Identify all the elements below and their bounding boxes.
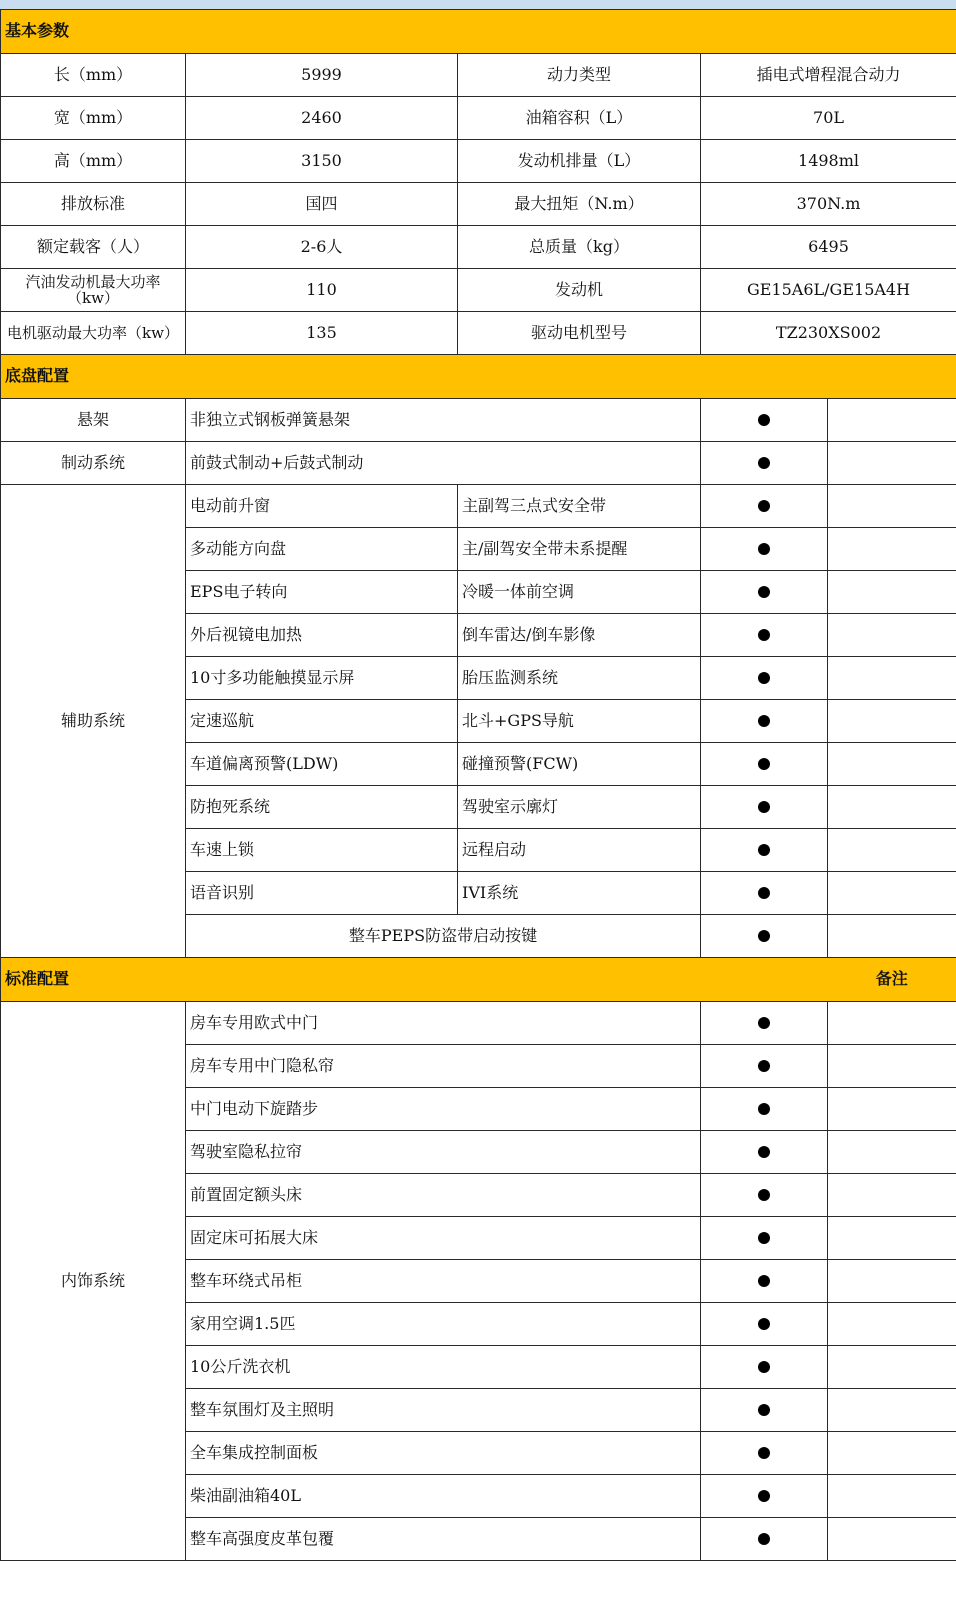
config-item: 北斗+GPS导航 — [458, 700, 701, 743]
param-label: 宽（mm） — [1, 97, 186, 140]
param-row — [1, 183, 956, 226]
config-row — [1, 399, 956, 442]
standard-mark — [701, 829, 828, 872]
remark-cell — [828, 1088, 956, 1131]
config-item: 整车高强度皮革包覆 — [186, 1518, 701, 1561]
param-value: 3150 — [186, 140, 458, 183]
standard-mark — [701, 1217, 828, 1260]
filled-dot-icon — [758, 629, 770, 641]
filled-dot-icon — [758, 1017, 770, 1029]
config-item: 10寸多功能触摸显示屏 — [186, 657, 458, 700]
config-item: 整车氛围灯及主照明 — [186, 1389, 701, 1432]
config-category: 制动系统 — [1, 442, 186, 485]
param-value: GE15A6L/GE15A4H — [701, 269, 956, 312]
section-title: 标准配置 — [1, 958, 828, 1002]
standard-mark — [701, 1174, 828, 1217]
standard-mark — [701, 1518, 828, 1561]
remark-cell — [828, 700, 956, 743]
filled-dot-icon — [758, 1533, 770, 1545]
remark-cell — [828, 528, 956, 571]
param-label: 发动机 — [458, 269, 701, 312]
filled-dot-icon — [758, 801, 770, 813]
config-item: 电动前升窗 — [186, 485, 458, 528]
filled-dot-icon — [758, 1404, 770, 1416]
standard-mark — [701, 1346, 828, 1389]
config-item: 柴油副油箱40L — [186, 1475, 701, 1518]
remark-cell — [828, 1346, 956, 1389]
filled-dot-icon — [758, 715, 770, 727]
config-category: 内饰系统 — [1, 1002, 186, 1561]
spec-table — [0, 9, 956, 1561]
standard-mark — [701, 1389, 828, 1432]
top-strip — [0, 0, 956, 9]
config-item: 前置固定额头床 — [186, 1174, 701, 1217]
remark-cell — [828, 1045, 956, 1088]
section-header-chassis — [1, 355, 956, 399]
config-item: 驾驶室隐私拉帘 — [186, 1131, 701, 1174]
param-value: TZ230XS002 — [701, 312, 956, 355]
param-value: 135 — [186, 312, 458, 355]
param-label: 驱动电机型号 — [458, 312, 701, 355]
param-row — [1, 140, 956, 183]
param-row — [1, 312, 956, 355]
config-item: 家用空调1.5匹 — [186, 1303, 701, 1346]
filled-dot-icon — [758, 1103, 770, 1115]
standard-mark — [701, 1260, 828, 1303]
config-item: 房车专用欧式中门 — [186, 1002, 701, 1045]
standard-mark — [701, 442, 828, 485]
filled-dot-icon — [758, 887, 770, 899]
remark-cell — [828, 571, 956, 614]
param-value: 70L — [701, 97, 956, 140]
filled-dot-icon — [758, 543, 770, 555]
standard-mark — [701, 1131, 828, 1174]
filled-dot-icon — [758, 1146, 770, 1158]
remark-cell — [828, 1475, 956, 1518]
standard-mark — [701, 872, 828, 915]
config-item: 远程启动 — [458, 829, 701, 872]
param-label: 最大扭矩（N.m） — [458, 183, 701, 226]
standard-mark — [701, 657, 828, 700]
standard-mark — [701, 1475, 828, 1518]
config-item: 车速上锁 — [186, 829, 458, 872]
param-label: 排放标准 — [1, 183, 186, 226]
standard-mark — [701, 571, 828, 614]
param-label: 发动机排量（L） — [458, 140, 701, 183]
remark-cell — [828, 915, 956, 958]
param-value: 110 — [186, 269, 458, 312]
config-category: 悬架 — [1, 399, 186, 442]
config-row — [1, 442, 956, 485]
standard-mark — [701, 1303, 828, 1346]
remark-cell — [828, 1002, 956, 1045]
remark-cell — [828, 1217, 956, 1260]
config-item: 定速巡航 — [186, 700, 458, 743]
config-item: IVI系统 — [458, 872, 701, 915]
config-row — [1, 485, 956, 528]
param-row — [1, 269, 956, 312]
filled-dot-icon — [758, 1318, 770, 1330]
config-item: 非独立式钢板弹簧悬架 — [186, 399, 701, 442]
remark-cell — [828, 1131, 956, 1174]
param-label: 总质量（kg） — [458, 226, 701, 269]
remark-cell — [828, 399, 956, 442]
config-item: 整车环绕式吊柜 — [186, 1260, 701, 1303]
param-label: 汽油发动机最大功率（kw） — [1, 269, 186, 312]
param-value: 5999 — [186, 54, 458, 97]
remark-cell — [828, 614, 956, 657]
config-item: EPS电子转向 — [186, 571, 458, 614]
remark-cell — [828, 829, 956, 872]
config-item: 前鼓式制动+后鼓式制动 — [186, 442, 701, 485]
remark-cell — [828, 743, 956, 786]
remark-cell — [828, 1174, 956, 1217]
filled-dot-icon — [758, 500, 770, 512]
param-value: 2-6人 — [186, 226, 458, 269]
config-item: 车道偏离预警(LDW) — [186, 743, 458, 786]
param-value: 2460 — [186, 97, 458, 140]
standard-mark — [701, 485, 828, 528]
standard-mark — [701, 528, 828, 571]
remark-cell — [828, 1389, 956, 1432]
standard-mark — [701, 1088, 828, 1131]
standard-mark — [701, 1432, 828, 1475]
remark-cell — [828, 1260, 956, 1303]
filled-dot-icon — [758, 672, 770, 684]
config-item: 整车PEPS防盗带启动按键 — [186, 915, 701, 958]
filled-dot-icon — [758, 1232, 770, 1244]
filled-dot-icon — [758, 1060, 770, 1072]
config-item: 主/副驾安全带未系提醒 — [458, 528, 701, 571]
config-item: 胎压监测系统 — [458, 657, 701, 700]
standard-mark — [701, 1002, 828, 1045]
config-item: 冷暖一体前空调 — [458, 571, 701, 614]
remark-cell — [828, 786, 956, 829]
config-item: 碰撞预警(FCW) — [458, 743, 701, 786]
config-row — [1, 1002, 956, 1045]
filled-dot-icon — [758, 1189, 770, 1201]
config-item: 驾驶室示廓灯 — [458, 786, 701, 829]
config-item: 语音识别 — [186, 872, 458, 915]
param-value: 1498ml — [701, 140, 956, 183]
filled-dot-icon — [758, 1275, 770, 1287]
filled-dot-icon — [758, 1447, 770, 1459]
remark-cell — [828, 1432, 956, 1475]
param-label: 额定载客（人） — [1, 226, 186, 269]
standard-mark — [701, 743, 828, 786]
standard-mark — [701, 700, 828, 743]
standard-mark — [701, 399, 828, 442]
remark-header: 备注 — [828, 958, 956, 1002]
standard-mark — [701, 786, 828, 829]
config-item: 房车专用中门隐私帘 — [186, 1045, 701, 1088]
param-label: 动力类型 — [458, 54, 701, 97]
spec-sheet — [0, 9, 956, 1561]
param-row — [1, 54, 956, 97]
param-row — [1, 226, 956, 269]
config-item: 固定床可拓展大床 — [186, 1217, 701, 1260]
config-category: 辅助系统 — [1, 485, 186, 958]
filled-dot-icon — [758, 930, 770, 942]
remark-cell — [828, 442, 956, 485]
remark-cell — [828, 872, 956, 915]
config-item: 多动能方向盘 — [186, 528, 458, 571]
filled-dot-icon — [758, 844, 770, 856]
param-value: 6495 — [701, 226, 956, 269]
filled-dot-icon — [758, 414, 770, 426]
section-title: 基本参数 — [1, 10, 956, 54]
param-value: 插电式增程混合动力 — [701, 54, 956, 97]
config-item: 倒车雷达/倒车影像 — [458, 614, 701, 657]
param-label: 油箱容积（L） — [458, 97, 701, 140]
param-value: 370N.m — [701, 183, 956, 226]
filled-dot-icon — [758, 1490, 770, 1502]
config-item: 全车集成控制面板 — [186, 1432, 701, 1475]
filled-dot-icon — [758, 758, 770, 770]
config-item: 防抱死系统 — [186, 786, 458, 829]
remark-cell — [828, 1518, 956, 1561]
remark-cell — [828, 657, 956, 700]
standard-mark — [701, 614, 828, 657]
remark-cell — [828, 485, 956, 528]
param-label: 电机驱动最大功率（kw） — [1, 312, 186, 355]
filled-dot-icon — [758, 586, 770, 598]
param-label: 高（mm） — [1, 140, 186, 183]
section-title: 底盘配置 — [1, 355, 956, 399]
config-item: 外后视镜电加热 — [186, 614, 458, 657]
config-item: 主副驾三点式安全带 — [458, 485, 701, 528]
standard-mark — [701, 1045, 828, 1088]
filled-dot-icon — [758, 1361, 770, 1373]
param-row — [1, 97, 956, 140]
param-label: 长（mm） — [1, 54, 186, 97]
config-item: 中门电动下旋踏步 — [186, 1088, 701, 1131]
filled-dot-icon — [758, 457, 770, 469]
config-item: 10公斤洗衣机 — [186, 1346, 701, 1389]
section-header-standard — [1, 958, 956, 1002]
section-header-basic — [1, 10, 956, 54]
remark-cell — [828, 1303, 956, 1346]
param-value: 国四 — [186, 183, 458, 226]
standard-mark — [701, 915, 828, 958]
